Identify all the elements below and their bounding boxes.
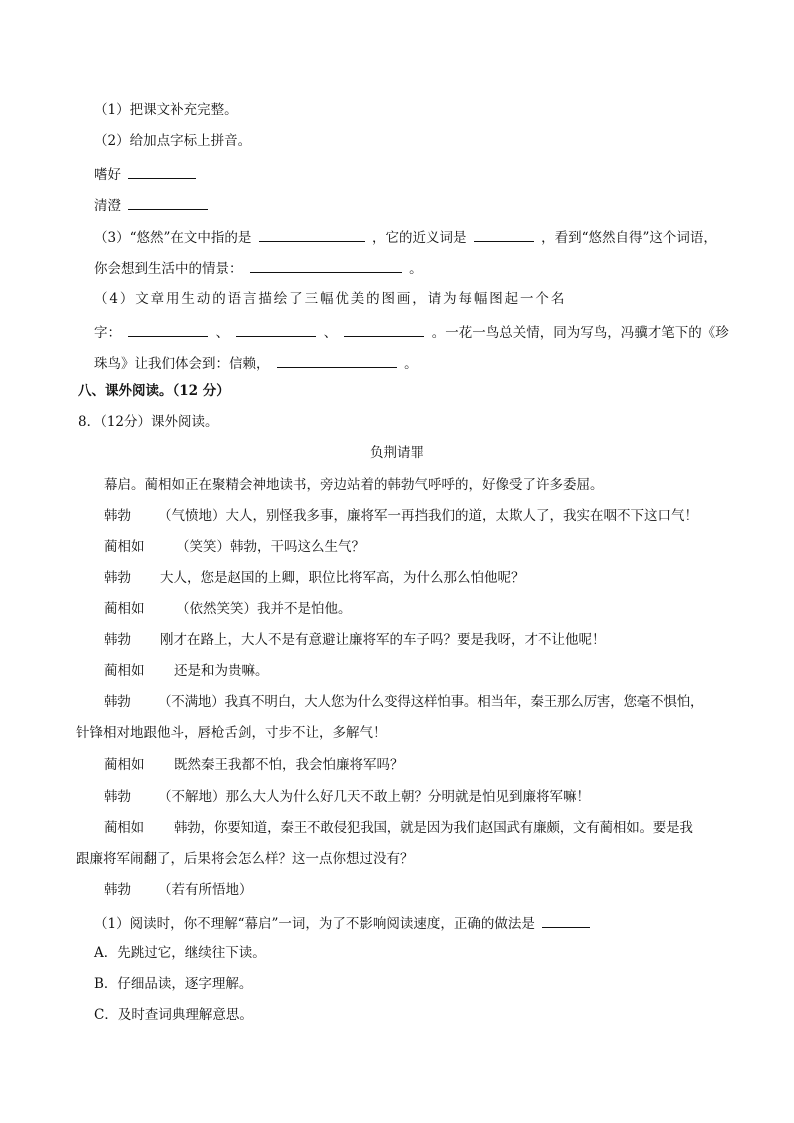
speaker-name: 蔺相如: [104, 757, 145, 773]
answer-blank[interactable]: [259, 227, 365, 242]
dialogue-line: [104, 538, 365, 556]
answer-blank[interactable]: [128, 164, 196, 179]
separator: 、: [215, 325, 230, 341]
question-text: （1）阅读时，你不理解“幕启”一词，为了不影响阅读速度，正确的做法是: [94, 916, 535, 932]
question-text: 。: [409, 261, 423, 277]
dialogue-text: 韩勃，你要知道，秦王不敢侵犯我国，就是因为我们赵国武有廉颇，文有蔺相如。要是我: [174, 820, 693, 836]
answer-blank[interactable]: [344, 322, 424, 337]
question-text: ，它的近义词是: [372, 230, 467, 246]
dialogue-text: （依然笑笑）我并不是怕他。: [176, 601, 352, 617]
speaker-name: 韩勃: [104, 632, 131, 648]
dialogue-text: （气愤地）大人，别怪我多事，廉将军一再挡我们的道，太欺人了，我实在咽不下这口气！: [158, 508, 698, 524]
speaker-name: 韩勃: [104, 789, 131, 805]
dialogue-text: （不解地）那么大人为什么好几天不敢上朝？分明就是怕见到廉将军嘛！: [158, 789, 590, 805]
section-heading: 八、课外阅读。（12 分）: [78, 383, 230, 399]
question-7-1: （1）把课文补充完整。: [94, 102, 238, 118]
answer-blank[interactable]: [128, 195, 208, 210]
question-7-3: [94, 227, 717, 247]
pinyin-item-1: [94, 164, 199, 184]
dialogue-line: [104, 631, 606, 649]
question-8: 8．（12分）课外阅读。: [78, 414, 219, 430]
dialogue-text: 大人，您是赵国的上卿，职位比将军高，为什么那么怕他呢？: [160, 570, 525, 586]
question-text: 。一花一鸟总关情，同为写鸟，冯骥才笔下的《珍: [431, 325, 729, 341]
question-text: 珠鸟》让我们体会到：信赖，: [94, 356, 270, 372]
speaker-name: 韩勃: [104, 570, 131, 586]
dialogue-line: [104, 507, 698, 525]
question-text: 字：: [94, 325, 121, 341]
question-7-4-cont: [94, 322, 729, 342]
speaker-name: 韩勃: [104, 508, 131, 524]
answer-blank[interactable]: [277, 353, 397, 368]
dialogue-text: 还是和为贵嘛。: [174, 663, 269, 679]
word-label: 清澄: [94, 198, 121, 214]
question-7-3-cont: [94, 258, 423, 278]
option-b[interactable]: B．仔细品读，逐字理解。: [94, 976, 253, 992]
question-text: 。: [404, 356, 418, 372]
option-c[interactable]: C．及时查词典理解意思。: [94, 1007, 253, 1023]
speaker-name: 韩勃: [104, 694, 131, 710]
speaker-name: 韩勃: [104, 882, 131, 898]
dialogue-text: （不满地）我真不明白，大人您为什么变得这样怕事。相当年，秦王那么厉害，您毫不惧怕，: [158, 694, 704, 710]
speaker-name: 蔺相如: [104, 820, 144, 836]
option-a[interactable]: A．先跳过它，继续往下读。: [94, 945, 266, 961]
dialogue-text: 刚才在路上，大人不是有意避让廉将军的车子吗？要是我呀，才不让他呢！: [160, 632, 606, 648]
dialogue-line: [104, 881, 253, 899]
dialogue-line: [104, 819, 693, 837]
question-7-4-cont2: [94, 353, 418, 373]
question-text: （3）“悠然”在文中指的是: [94, 230, 252, 246]
sub-question-1: [94, 913, 593, 933]
dialogue-line: [104, 569, 525, 587]
passage-title: 负荆请罪: [370, 445, 424, 461]
question-text: ，看到“悠然自得”这个词语，: [541, 230, 717, 246]
dialogue-line: [104, 756, 404, 774]
separator: 、: [323, 325, 338, 341]
speaker-name: 蔺相如: [104, 601, 145, 617]
question-text: 你会想到生活中的情景：: [94, 261, 243, 277]
word-label: 嗜好: [94, 167, 121, 183]
dialogue-line-cont: 针锋相对地跟他斗，唇枪舌剑，寸步不让，多解气！: [76, 725, 387, 741]
dialogue-text: （若有所悟地）: [158, 882, 253, 898]
question-7-2: （2）给加点字标上拼音。: [94, 133, 252, 149]
dialogue-line: [104, 662, 269, 680]
answer-blank[interactable]: [542, 913, 590, 928]
dialogue-text: （笑笑）韩勃，干吗这么生气？: [176, 539, 365, 555]
answer-blank[interactable]: [236, 322, 316, 337]
answer-blank[interactable]: [250, 258, 402, 273]
dialogue-line: [104, 600, 352, 618]
question-7-4: （ 4 ） 文 章 用 生 动 的 语 言 描 绘 了 三 幅 优 美 的 图 画 ， 请 为 每 幅 图 起 一 个 名: [94, 291, 564, 307]
pinyin-item-2: [94, 195, 211, 215]
dialogue-line: [104, 693, 703, 711]
speaker-name: 蔺相如: [104, 663, 145, 679]
answer-blank[interactable]: [474, 227, 534, 242]
dialogue-text: 既然秦王我都不怕，我会怕廉将军吗？: [174, 757, 404, 773]
answer-blank[interactable]: [128, 322, 208, 337]
dialogue-line-cont: 跟廉将军闹翻了，后果将会怎么样？这一点你想过没有？: [76, 851, 414, 867]
passage-intro: 幕启。蔺相如正在聚精会神地读书，旁边站着的韩勃气呼呼的，好像受了许多委屈。: [104, 477, 604, 493]
dialogue-line: [104, 788, 590, 806]
speaker-name: 蔺相如: [104, 539, 145, 555]
